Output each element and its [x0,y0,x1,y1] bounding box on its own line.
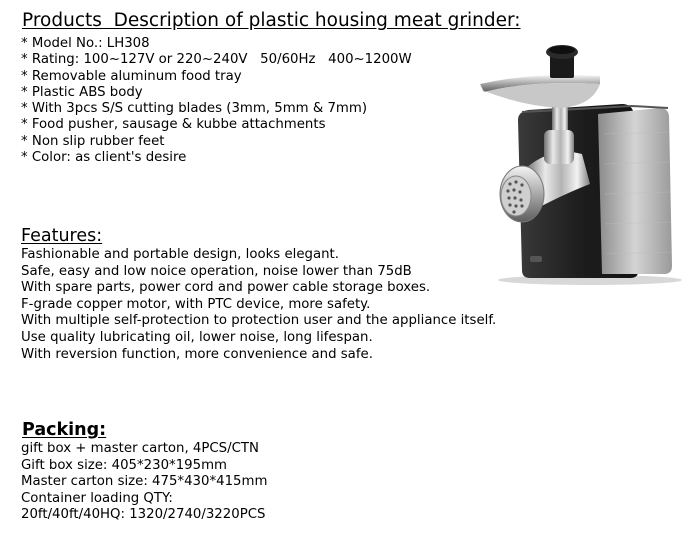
spec-item: * Rating: 100~127V or 220~240V 50/60Hz 400~1200W [21,52,412,68]
packing-item: Container loading QTY: [21,490,173,506]
feature-item: With multiple self-protection to protection user and the appliance itself. [21,313,497,329]
features-heading: Features: [21,226,103,246]
spec-item: * With 3pcs S/S cutting blades (3mm, 5mm & 7mm) [21,101,368,117]
spec-item: * Non slip rubber feet [21,133,165,149]
feature-item: Safe, easy and low noice operation, noise lower than 75dB [21,263,412,279]
packing-heading: Packing: [22,420,107,440]
spec-item: * Model No.: LH308 [21,36,150,51]
meat-grinder-image [472,34,692,286]
packing-list [21,441,267,524]
feature-item: With reversion function, more convenience and safe. [21,346,373,362]
feature-item: Use quality lubricating oil, lower noise, long lifespan. [21,329,373,345]
packing-item: gift box + master carton, 4PCS/CTN [21,441,259,456]
packing-item: Master carton size: 475*430*415mm [21,474,268,490]
feature-item: Fashionable and portable design, looks elegant. [21,247,339,262]
spec-list [21,36,412,166]
packing-item: 20ft/40ft/40HQ: 1320/2740/3220PCS [21,507,266,523]
packing-item: Gift box size: 405*230*195mm [21,457,227,473]
feature-item: With spare parts, power cord and power cable storage boxes. [21,280,431,296]
spec-item: * Color: as client's desire [21,150,187,166]
feature-item: F-grade copper motor, with PTC device, more safety. [21,296,371,312]
spec-item: * Plastic ABS body [21,84,143,100]
features-list [21,247,496,363]
spec-item: * Removable aluminum food tray [21,68,242,84]
spec-item: * Food pusher, sausage & kubbe attachments [21,117,326,133]
document-title: Products Description of plastic housing meat grinder: [22,10,521,31]
